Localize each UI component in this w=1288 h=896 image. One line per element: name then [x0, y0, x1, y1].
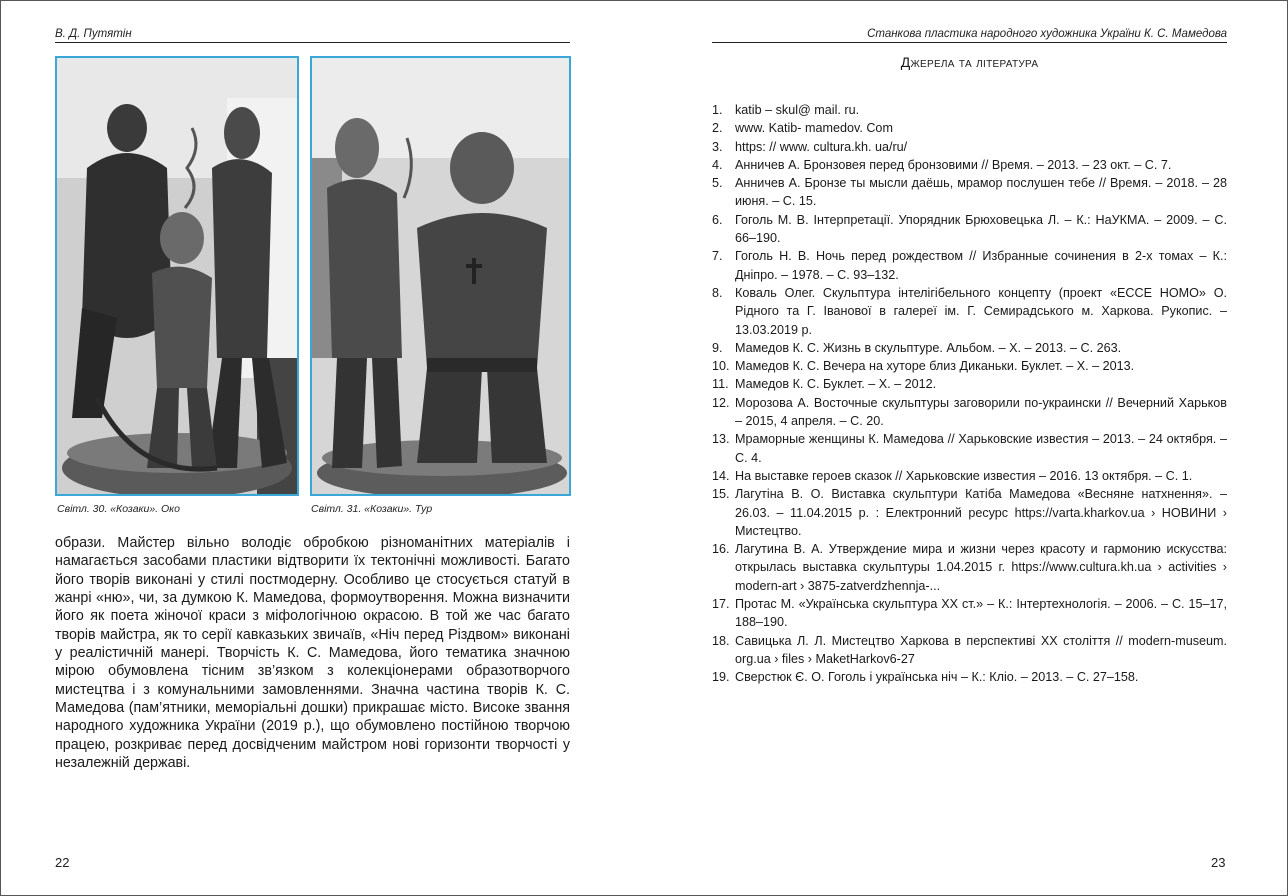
reference-item: 18. Савицька Л. Л. Мистецтво Харкова в перспективі ХХ століття // modern-museum. org.ua › files › MaketHarkov6-27: [712, 633, 1227, 666]
reference-item: 3. https: // www. cultura.kh. ua/ru/: [712, 139, 908, 154]
right-page: [646, 0, 1288, 896]
references-list: [712, 101, 1227, 687]
reference-item: 16. Лагутина В. А. Утверждение мира и жизни через красоту и гармонию искусства: открылась выставка скульптуры 1.04.2015 г. https://www.cultura.kh.ua › activities › modern-art › 3875-zatverdzhennja-...: [712, 542, 1227, 593]
section-title: Джерела та література: [900, 54, 1039, 70]
reference-item: 9. Мамедов К. С. Жизнь в скульптуре. Альбом. – Х. – 2013. – С. 263.: [712, 340, 1122, 355]
reference-item: 13. Мраморные женщины К. Мамедова // Харьковские известия – 2013. – 24 октября. – С. 4.: [712, 432, 1227, 465]
reference-item: 2. www. Katib- mamedov. Com: [712, 121, 893, 136]
reference-item: 7. Гоголь Н. В. Ночь перед рождеством // Избранные сочинения в 2-х томах – К.: Дніпро. – 1978. – С. 93–132.: [712, 249, 1227, 282]
left-page-number: 22: [55, 855, 70, 870]
statue-photo-1: [57, 58, 297, 494]
statue-photo-2: [312, 58, 569, 494]
reference-item: 19. Сверстюк Є. О. Гоголь і українська ніч – К.: Кліо. – 2013. – С. 27–158.: [712, 670, 1139, 685]
figure-31-caption: Світл. 31. «Козаки». Тур: [311, 503, 433, 515]
right-running-head: Станкова пластика народного художника України К. С. Мамедова: [712, 28, 1227, 43]
reference-item: 6. Гоголь М. В. Інтерпретації. Упорядник Брюховецька Л. – К.: НаУКМА. – 2009. – С. 66–190.: [712, 212, 1227, 246]
reference-item: 17. Протас М. «Українська скульптура ХХ ст.» – К.: Інтертехнологія. – 2006. – С. 15–17, 188–190.: [712, 597, 1227, 630]
reference-item: 12. Морозова А. Восточные скульптуры заговорили по-украински // Вечерний Харьков – 2015, 4 апреля. – С. 20.: [712, 395, 1227, 429]
figure-30-caption: Світл. 30. «Козаки». Око: [57, 503, 180, 515]
left-page: [0, 0, 640, 896]
reference-item: 11. Мамедов К. С. Буклет. – Х. – 2012.: [712, 377, 937, 392]
right-page-number: 23: [1211, 855, 1226, 870]
reference-item: 4. Анничев А. Бронзовея перед бронзовими // Время. – 2013. – 23 окт. – С. 7.: [712, 157, 1172, 172]
reference-item: 1. katib – skul@ mail. ru.: [712, 103, 860, 117]
reference-item: 5. Анничев А. Бронзе ты мысли даёшь, мрамор послушен тебе // Время. – 2018. – 28 июня. – С. 15.: [712, 176, 1227, 209]
reference-item: 8. Коваль Олег. Скульптура інтелігібельного концепту (проект «ЕССЕ НОМО» О. Рідного та Г. Іванової в галереї ім. Г. Семирадського м. Харкова. Рукопис. – 13.03.2019 р.: [712, 285, 1227, 337]
body-paragraph: образи. Майстер вільно володіє обробкою різноманітних матеріалів і намагається засобами пластики відтворити їх тектонічні можливості. Багато його творів виконані у стилі постмодерну. Особливо це стосується статуй в жанрі «ню», чи, за думкою К. Мамедова, формоутворення. Можна визначити його як поета жіночої краси з міфологічною окрасою. В той же час багато творів майстра, як то серії кавказьких звичаїв, «Ніч перед Різдвом» виконані у реалістичній манері. Творчість К. С. Мамедова, його тематика значною мірою обумовлена тісним зв’язком з колекціонерами образотворчого мистецтва і з комунальними замовленнями. Значна частина творів К. С. Мамедова (пам’ятники, меморіальні дошки) прикрашає місто. Високе звання народного художника України (2019 р.), що обумовлено постійною творчою працею, розкриває перед досвідченим майстром нові горизонти творчості у незалежній державі.: [55, 535, 570, 772]
left-running-head: В. Д. Путятін: [55, 28, 570, 43]
figure-30-photo: [55, 56, 299, 496]
reference-item: 14. На выставке героев сказок // Харьковские известия – 2016. 13 октября. – С. 1.: [712, 468, 1193, 483]
reference-item: 15. Лагутіна В. О. Виставка скульптури Катіба Мамедова «Весняне натхнення». – 26.03. – 11.04.2015 р. : Електронний ресурс https://varta.kharkov.ua › НОВИНИ › Мистецтво.: [712, 487, 1227, 538]
reference-item: 10. Мамедов К. С. Вечера на хуторе близ Диканьки. Буклет. – Х. – 2013.: [712, 359, 1135, 374]
figure-31-photo: [310, 56, 571, 496]
